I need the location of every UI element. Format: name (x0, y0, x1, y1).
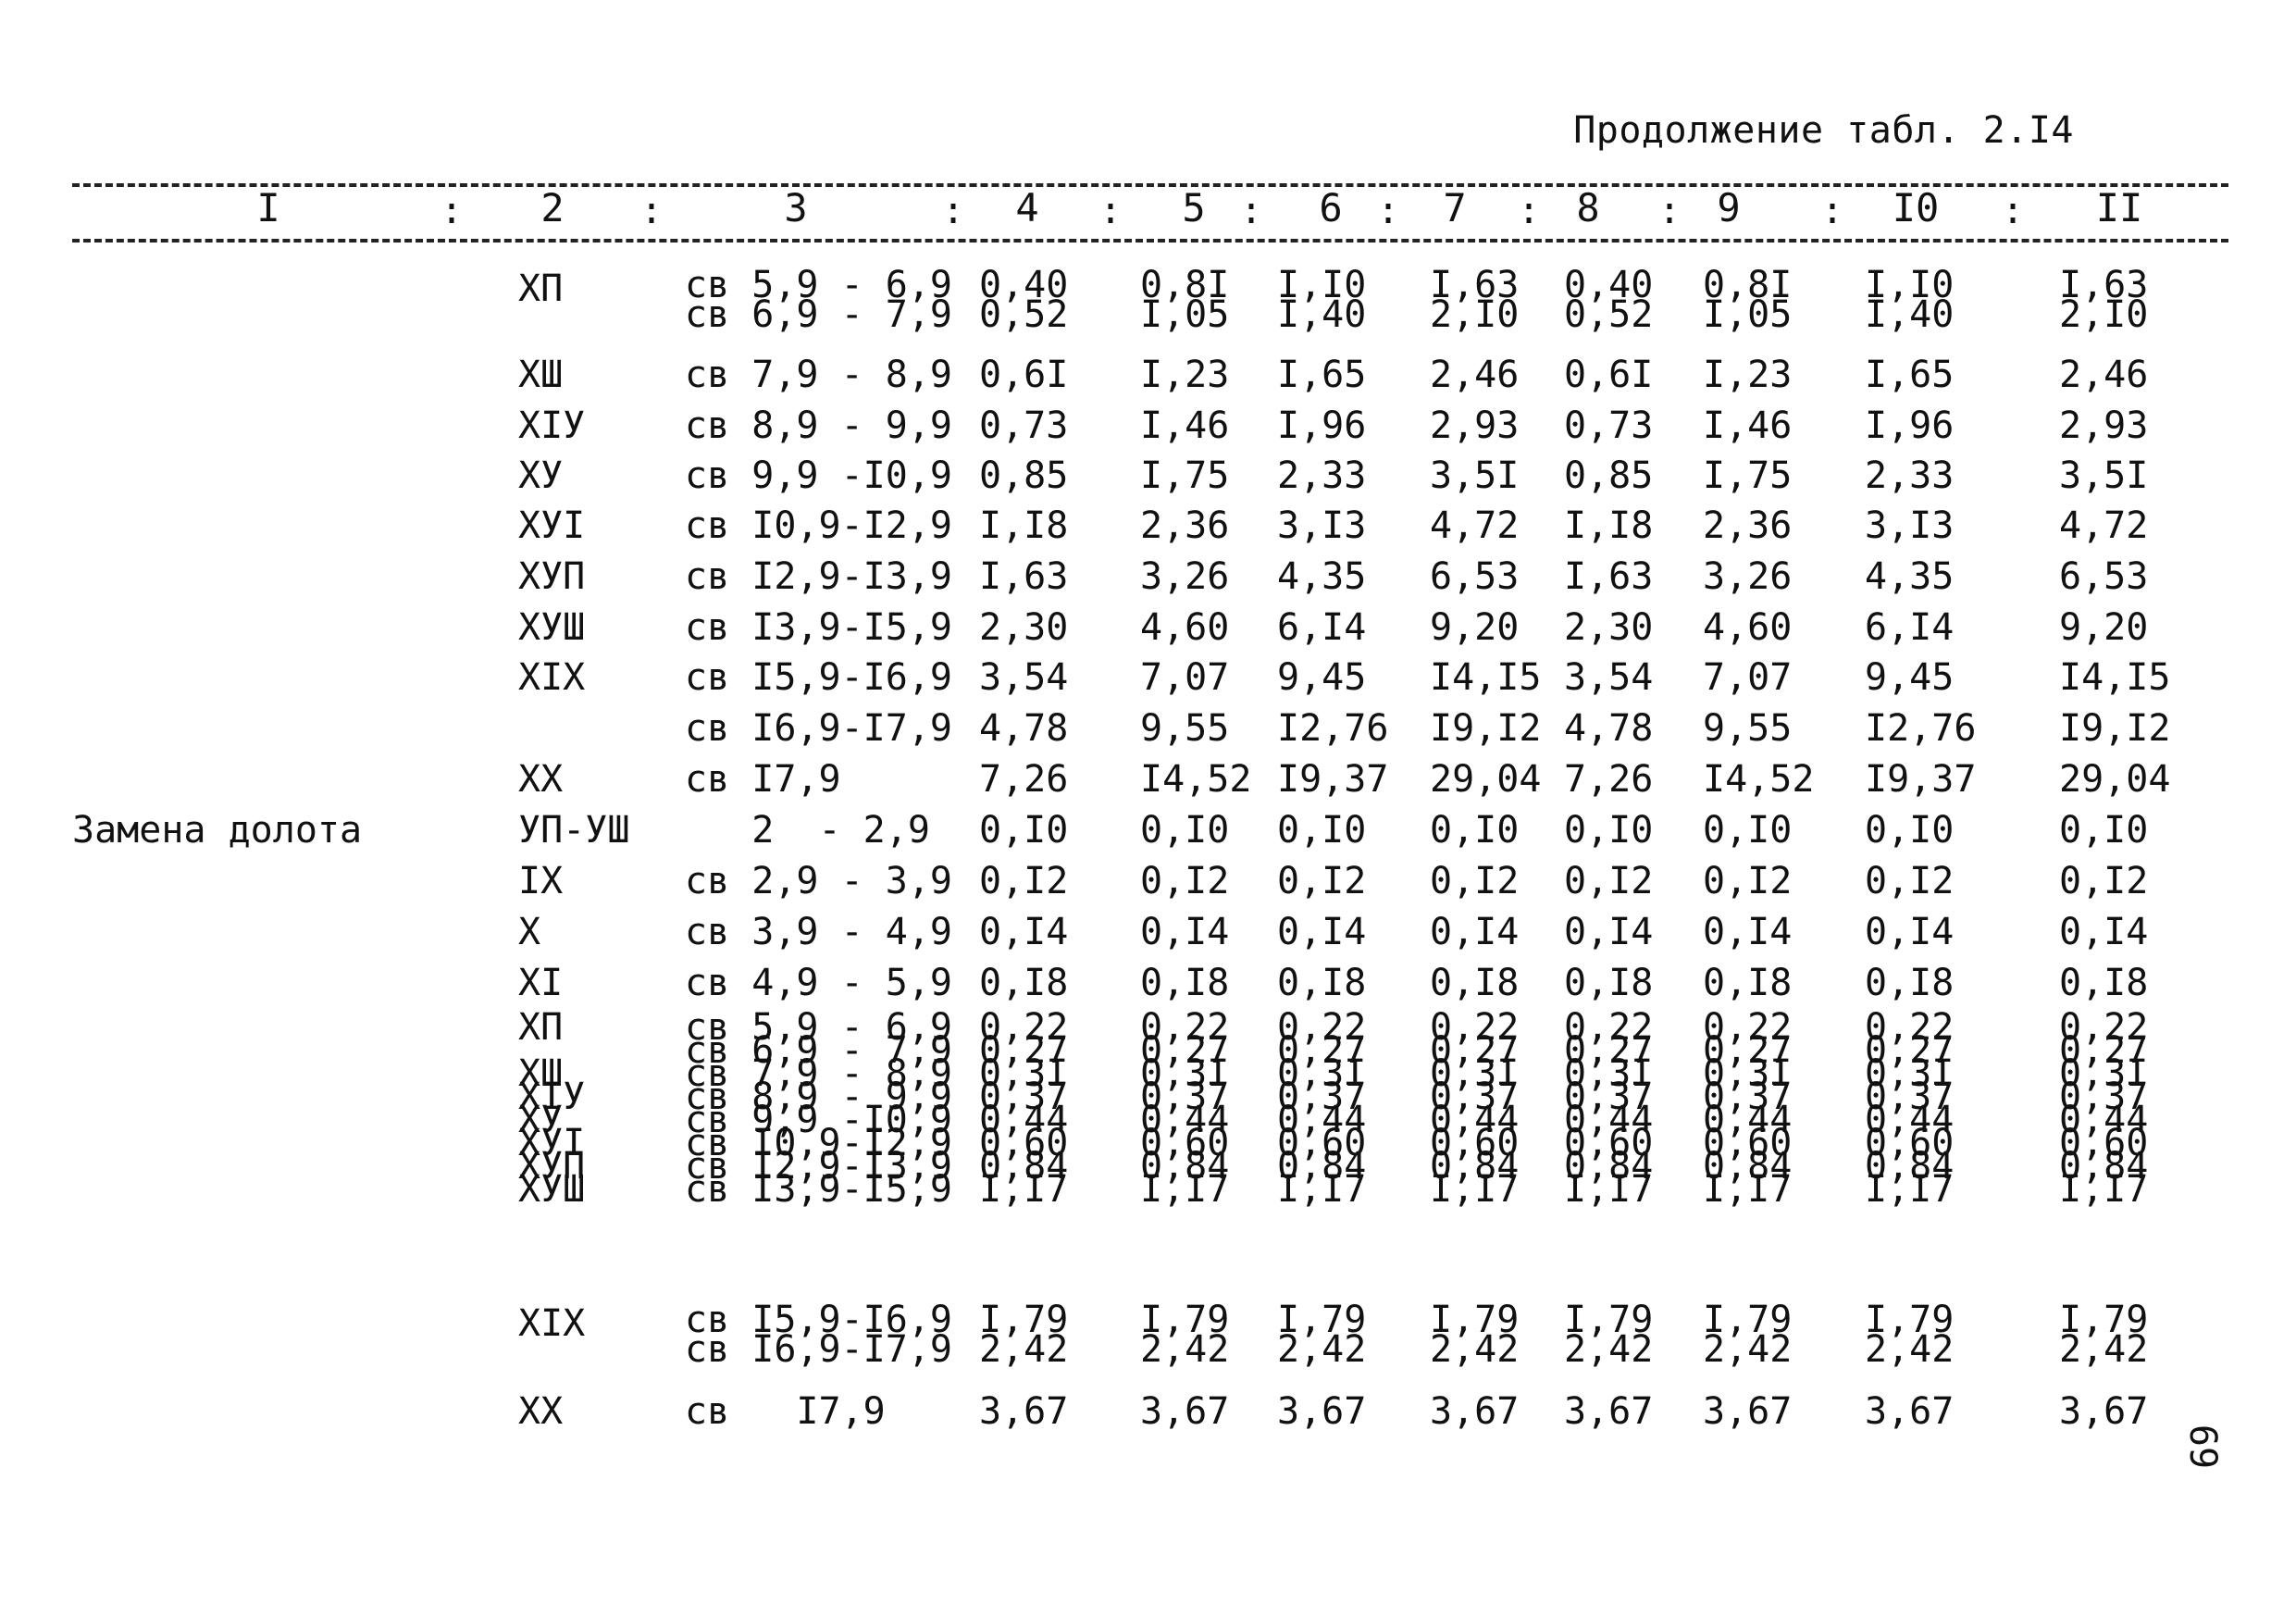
header-col-1: I (256, 185, 280, 230)
table-cell: св 8,9 - 9,9 (685, 404, 952, 447)
table-cell: 2 - 2,9 (685, 809, 930, 852)
header-separator: : (2001, 190, 2025, 232)
table-cell: 2,93 (2059, 404, 2149, 447)
table-cell: XIУ (518, 404, 586, 447)
table-cell: 2,36 (1140, 504, 1230, 547)
table-cell: 0,I8 (2059, 962, 2149, 1004)
table-cell: I4,I5 (2059, 656, 2171, 699)
table-cell: 9,20 (1430, 606, 1520, 649)
table-cell: 3,I3 (1865, 504, 1955, 547)
table-cell: 0,I8 (1430, 962, 1520, 1004)
table-cell: I,63 2,I0 (2059, 264, 2149, 336)
table-cell: 2,46 (2059, 354, 2149, 396)
table-cell: 0,I8 (1140, 962, 1230, 1004)
table-cell: 0,73 (1564, 404, 1654, 447)
table-cell: 4,72 (1430, 504, 1520, 547)
table-cell: I4,I5 (1430, 656, 1542, 699)
table-cell: 2,30 (979, 606, 1069, 649)
table-cell: I,79 2,42 (979, 1299, 1069, 1371)
table-cell: св 9,9 -I0,9 (685, 454, 952, 497)
table-cell: 0,I2 (1703, 860, 1793, 902)
table-cell: св I7,9 (685, 1390, 886, 1433)
header-separator: : (1657, 190, 1682, 232)
table-cell: 4,78 (1564, 707, 1654, 750)
table-cell: 3,54 (979, 656, 1069, 699)
table-cell: 0,I0 (1140, 809, 1230, 852)
header-col-10: I0 (1892, 185, 1940, 230)
table-cell: 0,I4 (1277, 911, 1367, 953)
table-cell: св I0,9-I2,9 (685, 504, 952, 547)
table-cell: 0,I4 (1430, 911, 1520, 953)
table-cell: 0,I0 (1865, 809, 1955, 852)
table-cell: XX (518, 1390, 564, 1433)
page-number: 69 (2181, 1424, 2225, 1470)
table-cell: I,I0 I,40 (1865, 264, 1955, 336)
table-cell: 0,22 0,27 0,3I 0,37 0,44 0,60 0,84 I,I7 (1430, 1006, 1520, 1211)
table-caption: Продолжение табл. 2.I4 (1573, 109, 2074, 152)
header-separator: : (639, 190, 664, 232)
table-cell: 3,67 (2059, 1390, 2149, 1433)
table-cell: св 2,9 - 3,9 (685, 860, 952, 902)
table-cell: 0,22 0,27 0,3I 0,37 0,44 0,60 0,84 I,I7 (1277, 1006, 1367, 1211)
table-cell: 0,I2 (1140, 860, 1230, 902)
table-cell: 0,40 0,52 (979, 264, 1069, 336)
table-cell: I,23 (1140, 354, 1230, 396)
header-separator: : (440, 190, 464, 232)
table-cell: 0,22 0,27 0,3I 0,37 0,44 0,60 0,84 I,I7 (1140, 1006, 1230, 1211)
table-cell: 3,26 (1703, 555, 1793, 598)
table-cell: 0,22 0,27 0,3I 0,37 0,44 0,60 0,84 I,I7 (1703, 1006, 1793, 1211)
table-cell: 0,I0 (2059, 809, 2149, 852)
table-cell: I,79 2,42 (1865, 1299, 1955, 1371)
table-cell: св I5,9-I6,9 св I6,9-I7,9 (685, 1299, 952, 1371)
table-cell: I,79 2,42 (1703, 1299, 1793, 1371)
table-cell: I,63 2,I0 (1430, 264, 1520, 336)
table-cell: 6,I4 (1277, 606, 1367, 649)
table-cell: св 3,9 - 4,9 (685, 911, 952, 953)
table-cell: I,63 (979, 555, 1069, 598)
table-cell: 0,I0 (1703, 809, 1793, 852)
table-cell: I,75 (1703, 454, 1793, 497)
table-cell: I,79 2,42 (1564, 1299, 1654, 1371)
table-cell: I2,76 (1865, 707, 1977, 750)
table-cell: 3,I3 (1277, 504, 1367, 547)
table-cell: 0,I2 (1564, 860, 1654, 902)
table-cell: XУШ (518, 606, 586, 649)
table-cell: 0,I8 (1277, 962, 1367, 1004)
table-cell: 9,55 (1703, 707, 1793, 750)
table-cell: 0,I2 (1865, 860, 1955, 902)
table-cell: 0,I2 (979, 860, 1069, 902)
header-col-5: 5 (1182, 185, 1206, 230)
table-cell: XУI (518, 504, 586, 547)
table-cell: 0,85 (979, 454, 1069, 497)
table-cell: 0,I8 (979, 962, 1069, 1004)
table-cell: 3,67 (1703, 1390, 1793, 1433)
header-col-4: 4 (1015, 185, 1039, 230)
table-cell: I,63 (1564, 555, 1654, 598)
header-separator: : (941, 190, 965, 232)
table-cell: I,I8 (979, 504, 1069, 547)
table-cell: I,79 2,42 (2059, 1299, 2149, 1371)
table-cell: 2,46 (1430, 354, 1520, 396)
header-col-11: II (2095, 185, 2143, 230)
table-cell: 0,I4 (1865, 911, 1955, 953)
table-cell: 3,54 (1564, 656, 1654, 699)
table-cell: 9,55 (1140, 707, 1230, 750)
table-cell: 29,04 (2059, 758, 2171, 801)
table-cell: I2,76 (1277, 707, 1389, 750)
table-cell: I,79 2,42 (1430, 1299, 1520, 1371)
table-cell: 0,8I I,05 (1140, 264, 1230, 336)
table-cell: XП XШ XIУ XУ XУI XУП XУШ (518, 1006, 586, 1211)
header-col-6: 6 (1319, 185, 1343, 230)
table-cell: 3,67 (1564, 1390, 1654, 1433)
table-cell: 2,33 (1277, 454, 1367, 497)
header-col-9: 9 (1717, 185, 1741, 230)
table-cell: XУ (518, 454, 564, 497)
table-cell: Замена долота (72, 809, 363, 852)
table-cell: I4,52 (1140, 758, 1252, 801)
table-cell: 0,I2 (1430, 860, 1520, 902)
table-cell: св I5,9-I6,9 (685, 656, 952, 699)
table-cell: 9,20 (2059, 606, 2149, 649)
table-cell: 0,22 0,27 0,3I 0,37 0,44 0,60 0,84 I,I7 (1865, 1006, 1955, 1211)
table-cell: 4,35 (1277, 555, 1367, 598)
table-cell: I,96 (1277, 404, 1367, 447)
header-separator: : (1098, 190, 1123, 232)
table-cell: 0,40 0,52 (1564, 264, 1654, 336)
table-cell: I,46 (1703, 404, 1793, 447)
table-cell: X (518, 911, 541, 953)
table-cell: I9,37 (1865, 758, 1977, 801)
table-cell: I,46 (1140, 404, 1230, 447)
table-cell: 2,33 (1865, 454, 1955, 497)
table-cell: 0,85 (1564, 454, 1654, 497)
table-cell: 0,I4 (979, 911, 1069, 953)
table-cell: I9,I2 (1430, 707, 1542, 750)
table-cell: св 5,9 - 6,9 св 6,9 - 7,9 (685, 264, 952, 336)
table-cell: IX (518, 860, 564, 902)
header-bottom-rule (72, 239, 2228, 243)
table-cell: XУП (518, 555, 586, 598)
table-cell: св I7,9 (685, 758, 841, 801)
table-cell: I,96 (1865, 404, 1955, 447)
table-cell: св I6,9-I7,9 (685, 707, 952, 750)
table-cell: XIX (518, 656, 586, 699)
table-cell: 3,5I (1430, 454, 1520, 497)
table-cell: 3,67 (1865, 1390, 1955, 1433)
table-cell: I9,37 (1277, 758, 1389, 801)
table-cell: 7,07 (1140, 656, 1230, 699)
table-cell: XI (518, 962, 564, 1004)
table-cell: XIX (518, 1302, 586, 1345)
header-col-8: 8 (1576, 185, 1600, 230)
table-cell: 3,26 (1140, 555, 1230, 598)
table-cell: XП (518, 267, 564, 310)
header-separator: : (1376, 190, 1400, 232)
header-col-7: 7 (1443, 185, 1467, 230)
table-cell: 0,I4 (2059, 911, 2149, 953)
table-cell: 4,60 (1703, 606, 1793, 649)
table-cell: св 7,9 - 8,9 (685, 354, 952, 396)
table-cell: 29,04 (1430, 758, 1542, 801)
table-cell: 0,I0 (1277, 809, 1367, 852)
table-cell: 7,26 (979, 758, 1069, 801)
table-cell: 0,I8 (1703, 962, 1793, 1004)
table-cell: 2,36 (1703, 504, 1793, 547)
table-cell: 3,5I (2059, 454, 2149, 497)
header-col-2: 2 (540, 185, 565, 230)
table-cell: 3,67 (1430, 1390, 1520, 1433)
table-cell: 0,22 0,27 0,3I 0,37 0,44 0,60 0,84 I,I7 (1564, 1006, 1654, 1211)
table-cell: 0,I8 (1865, 962, 1955, 1004)
table-cell: XШ (518, 354, 564, 396)
table-cell: 0,I8 (1564, 962, 1654, 1004)
table-cell: 0,I2 (2059, 860, 2149, 902)
table-cell: 4,60 (1140, 606, 1230, 649)
table-cell: 7,26 (1564, 758, 1654, 801)
table-cell: 0,I2 (1277, 860, 1367, 902)
table-cell: I,65 (1277, 354, 1367, 396)
table-cell: 3,67 (1277, 1390, 1367, 1433)
table-cell: 0,I0 (1430, 809, 1520, 852)
table-cell: I,65 (1865, 354, 1955, 396)
table-cell: св 4,9 - 5,9 (685, 962, 952, 1004)
table-cell: 0,22 0,27 0,3I 0,37 0,44 0,60 0,84 I,I7 (2059, 1006, 2149, 1211)
table-cell: 9,45 (1277, 656, 1367, 699)
table-cell: 0,22 0,27 0,3I 0,37 0,44 0,60 0,84 I,I7 (979, 1006, 1069, 1211)
table-cell: 2,30 (1564, 606, 1654, 649)
table-cell: 6,I4 (1865, 606, 1955, 649)
table-cell: 0,6I (979, 354, 1069, 396)
table-cell: 3,67 (979, 1390, 1069, 1433)
table-cell: 0,I4 (1564, 911, 1654, 953)
table-cell: 4,35 (1865, 555, 1955, 598)
table-cell: I,75 (1140, 454, 1230, 497)
table-cell: 3,67 (1140, 1390, 1230, 1433)
header-separator: : (1517, 190, 1541, 232)
table-cell: 9,45 (1865, 656, 1955, 699)
table-cell: 6,53 (1430, 555, 1520, 598)
table-cell: I9,I2 (2059, 707, 2171, 750)
table-cell: 4,72 (2059, 504, 2149, 547)
table-cell: XX (518, 758, 564, 801)
table-cell: I,79 2,42 (1277, 1299, 1367, 1371)
table-cell: I,I0 I,40 (1277, 264, 1367, 336)
table-cell: св I2,9-I3,9 (685, 555, 952, 598)
table-cell: св 5,9 - 6,9 св 6,9 - 7,9 св 7,9 - 8,9 св 8,9 - 9,9 св 9,9 -I0,9 св I0,9-I2,9 св I2,9-I3,9 св I3,9-I5,9 (685, 1006, 952, 1211)
table-cell: 7,07 (1703, 656, 1793, 699)
table-cell: I,I8 (1564, 504, 1654, 547)
table-cell: 6,53 (2059, 555, 2149, 598)
table-cell: св I3,9-I5,9 (685, 606, 952, 649)
table-cell: 0,73 (979, 404, 1069, 447)
table-cell: 0,I0 (979, 809, 1069, 852)
table-cell: I,23 (1703, 354, 1793, 396)
table-cell: 0,8I I,05 (1703, 264, 1793, 336)
header-separator: : (1239, 190, 1263, 232)
table-cell: 0,I4 (1140, 911, 1230, 953)
table-cell: 2,93 (1430, 404, 1520, 447)
header-separator: : (1820, 190, 1844, 232)
table-cell: 4,78 (979, 707, 1069, 750)
table-cell: 0,I0 (1564, 809, 1654, 852)
table-cell: УП-УШ (518, 809, 630, 852)
table-cell: I4,52 (1703, 758, 1815, 801)
header-col-3: 3 (784, 185, 808, 230)
table-cell: 0,6I (1564, 354, 1654, 396)
table-cell: 0,I4 (1703, 911, 1793, 953)
table-cell: I,79 2,42 (1140, 1299, 1230, 1371)
